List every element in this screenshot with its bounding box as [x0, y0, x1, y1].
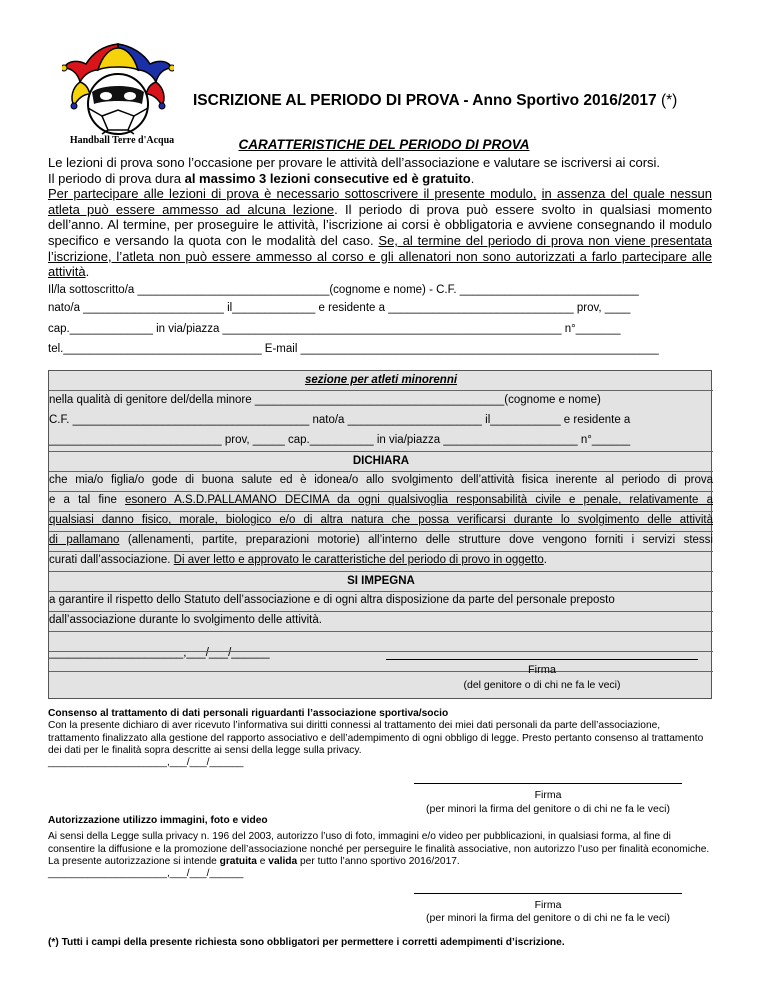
- divider: [49, 471, 713, 472]
- page-title: ISCRIZIONE AL PERIODO DI PROVA - Anno Sportivo 2016/2017 (*): [193, 92, 678, 109]
- divider: [49, 451, 713, 452]
- divider: [49, 551, 713, 552]
- privacy-signature-note: (per minori la firma del genitore o di chi ne fa le veci): [426, 803, 670, 815]
- divider: [49, 531, 713, 532]
- form-line-contact[interactable]: tel._______________________________ E-mail ________________________________________________________: [48, 343, 659, 355]
- images-text: Ai sensi della Legge sulla privacy n. 196 del 2003, autorizzo l’uso di foto, immagini e/o video per pubblicazioni, in qualsiasi forma, al fine di consentire la diffusione e la promozione dell’associazione nonché per perseguire le finalità associative, non autorizzo l’uso per finalità economiche. La presente autorizzazione si intende gratuita e valida per tutto l’anno sportivo 2016/2017.: [48, 831, 710, 867]
- images-signature-label: Firma: [534, 899, 562, 911]
- title-note: (*): [660, 92, 678, 109]
- dichiara-heading: DICHIARA: [352, 455, 410, 467]
- declaration-line-2: e a tal fine esonero A.S.D.PALLAMANO DECIMA da ogni qualsivoglia responsabilità civile e penale, relativamente a: [49, 494, 713, 506]
- minor-heading: sezione per atleti minorenni: [304, 374, 458, 386]
- commitment-line-2: dall’associazione durante lo svolgimento delle attività.: [49, 614, 322, 626]
- minor-signature-note: (del genitore o di chi ne fa le veci): [463, 679, 621, 691]
- divider: [49, 491, 713, 492]
- minor-section: [48, 370, 712, 699]
- divider: [49, 571, 713, 572]
- images-date-field[interactable]: _____________________,___/___/______: [48, 868, 244, 880]
- footer-note: (*) Tutti i campi della presente richiesta sono obbligatori per permettere i corretti adempimenti d’iscrizione.: [48, 937, 565, 948]
- declaration-line-5: curati dall’associazione. Di aver letto e approvato le caratteristiche del periodo di provo in oggetto.: [49, 554, 547, 566]
- divider: [49, 511, 713, 512]
- declaration-line-4: di pallamano (allenamenti, partite, preparazioni motorie) all’interno delle strutture dove vengono forniti i servizi stessi: [49, 534, 713, 546]
- intro-text: [48, 155, 712, 280]
- commitment-line-1: a garantire il rispetto dello Statuto dell’associazione e di ogni altra disposizione da parte del personale preposto: [49, 594, 615, 606]
- club-name: Handball Terre d'Acqua: [69, 135, 175, 146]
- images-section: [48, 815, 712, 880]
- declaration-line-1: che mia/o figlia/o gode di buona salute ed è idonea/o allo svolgimento dell’attività fisica inerente al periodo di prova: [49, 474, 713, 486]
- privacy-date-field[interactable]: _____________________,___/___/______: [48, 757, 244, 769]
- form-line-name[interactable]: Il/la sottoscritto/a ______________________________(cognome e nome) - C.F. ____________________________: [48, 284, 639, 296]
- images-signature-line[interactable]: [414, 893, 682, 894]
- form-line-address[interactable]: cap._____________ in via/piazza _____________________________________________________ n°_______: [48, 323, 621, 335]
- minor-date-field[interactable]: _____________________,___/___/______: [49, 647, 270, 659]
- images-title: Autorizzazione utilizzo immagini, foto e video: [48, 815, 268, 826]
- privacy-signature-line[interactable]: [414, 783, 682, 784]
- minor-line-address[interactable]: ___________________________ prov, _____ cap.__________ in via/piazza _____________________ n°______: [49, 434, 631, 446]
- privacy-title: Consenso al trattamento di dati personali riguardanti l’associazione sportiva/socio: [48, 708, 449, 719]
- minor-signature-line[interactable]: [386, 659, 698, 660]
- intro-p2: Il periodo di prova dura al massimo 3 lezioni consecutive ed è gratuito.: [48, 170, 475, 186]
- images-signature-note: (per minori la firma del genitore o di chi ne fa le veci): [426, 912, 670, 924]
- divider: [49, 591, 713, 592]
- divider: [49, 631, 713, 632]
- intro-p3: Per partecipare alle lezioni di prova è necessario sottoscrivere il presente modulo, in assenza del quale nessun atleta può essere ammesso ad alcuna lezione. Il periodo di prova può essere svolto in qualsiasi momento dell’anno. Al termine, per proseguire le attività, l’iscrizione ai corsi è obbligatoria e avviene consegnando il modulo specifico e versando la quota con le modalità del caso. Se, al termine del periodo di prova non viene presentata l’iscrizione, l’atleta non può essere ammesso al corso e gli allenatori non sono autorizzati a farlo partecipare alle attività.: [48, 186, 713, 280]
- privacy-section: [48, 708, 712, 769]
- jester-ball-icon: [62, 38, 174, 138]
- minor-line-parent[interactable]: nella qualità di genitore del/della minore _______________________________________(cognome e nome): [49, 394, 601, 406]
- divider: [49, 611, 713, 612]
- privacy-signature-label: Firma: [534, 789, 562, 801]
- minor-line-cf[interactable]: C.F. _____________________________________ nato/a _____________________ il___________ e residente a: [49, 414, 631, 426]
- divider: [49, 390, 713, 391]
- impegna-heading: SI IMPEGNA: [347, 575, 415, 587]
- divider: [49, 651, 713, 652]
- intro-p1: Le lezioni di prova sono l’occasione per provare le attività dell’associazione e valutare se iscriversi ai corsi.: [48, 155, 661, 170]
- minor-signature-label: Firma: [527, 664, 557, 676]
- privacy-text: Con la presente dichiaro di aver ricevuto l’informativa sui diritti connessi al trattamento dei miei dati personali da parte dell’associazione, trattamento finalizzato alla gestione del rapporto associativo e dell’adempimento di ogni obbligo di legge. Presto pertanto consenso al trattamento dei dati per le finalità sopra descritte ai sensi della legge sulla privacy.: [48, 720, 704, 756]
- declaration-line-3: qualsiasi danno fisico, morale, biologico e/o di altra natura che possa verificarsi durante lo svolgimento delle attività: [49, 514, 713, 526]
- section-heading: CARATTERISTICHE DEL PERIODO DI PROVA: [238, 137, 530, 152]
- club-logo: [62, 38, 174, 138]
- form-line-birth[interactable]: nato/a ______________________ il_____________ e residente a _____________________________ prov, ____: [48, 302, 631, 314]
